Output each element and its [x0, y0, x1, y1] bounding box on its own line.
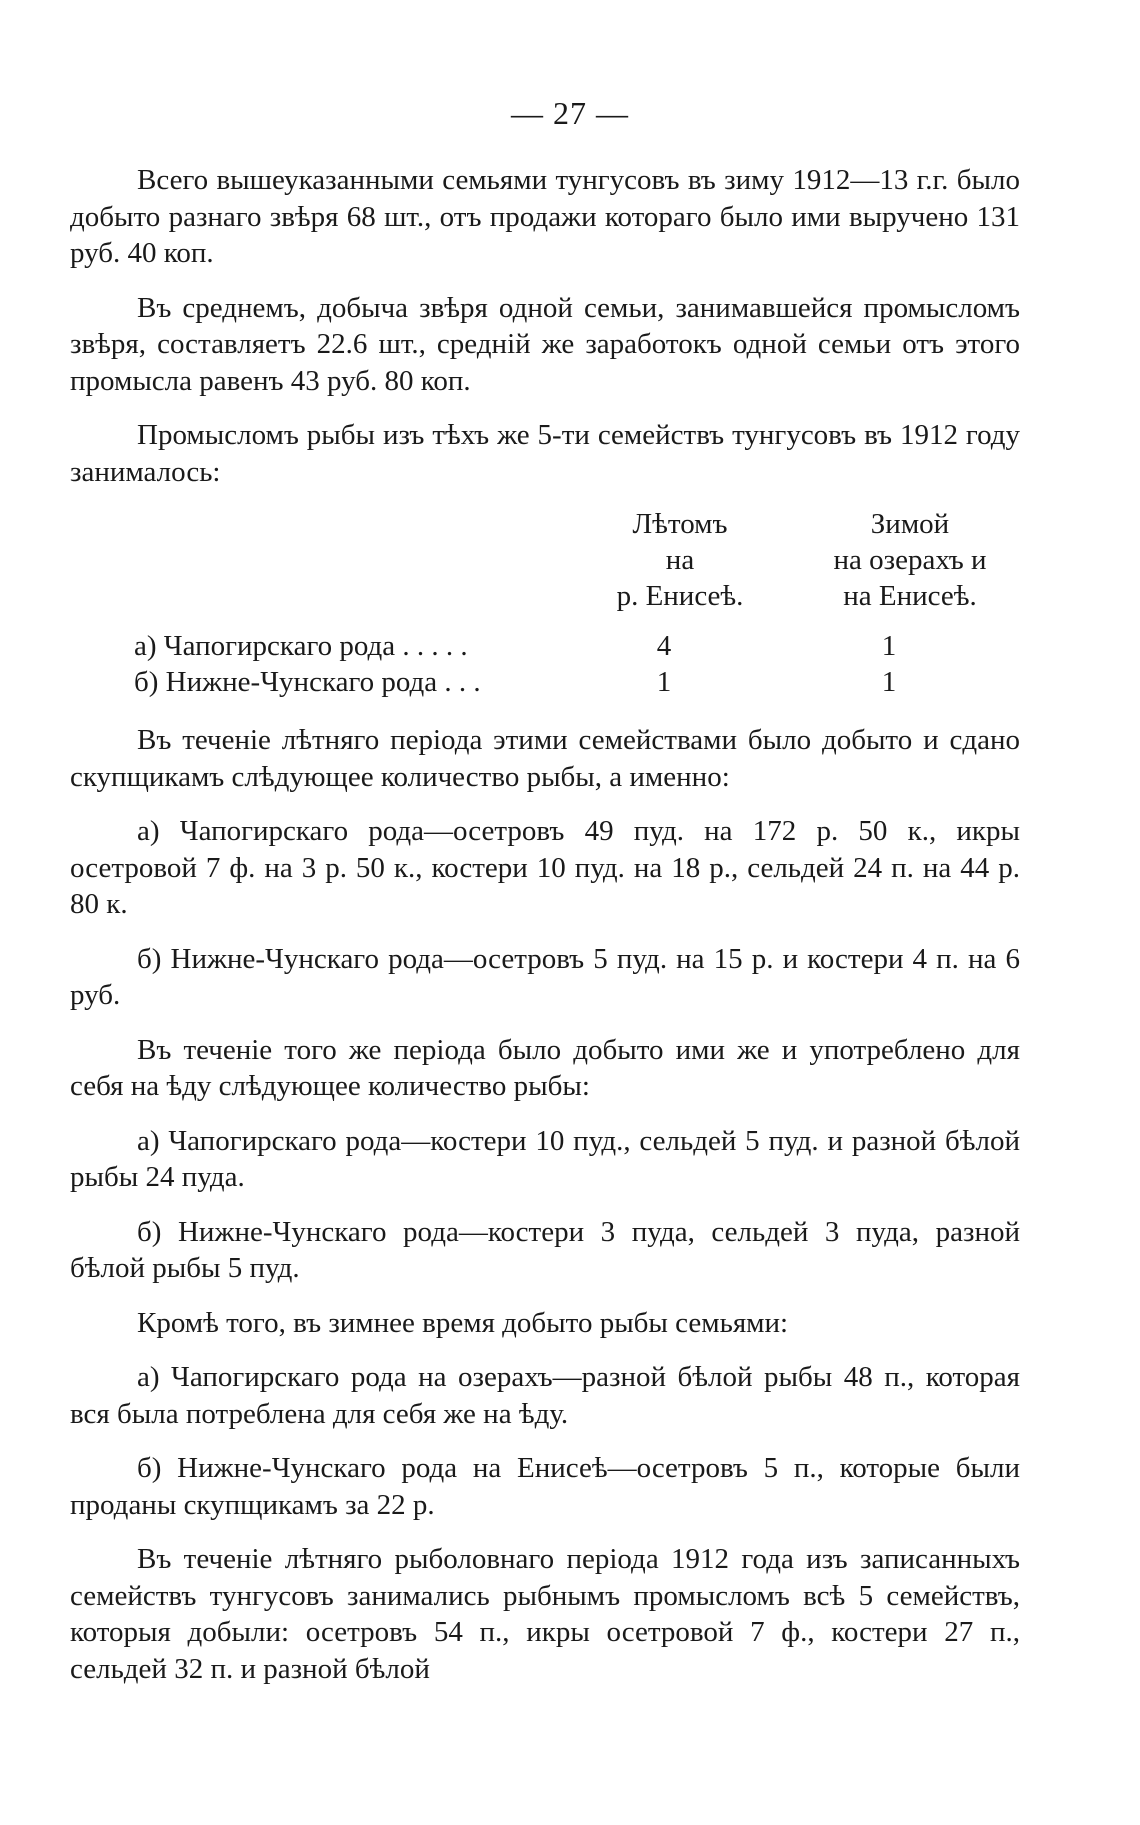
- row-label: б) Нижне-Чунскаго рода . . .: [134, 666, 481, 698]
- page-number: — 27 —: [511, 95, 629, 131]
- row-label: а) Чапогирскаго рода . . . . .: [134, 630, 468, 662]
- list-item: б) Нижне-Чунскаго рода—костери 3 пуда, сельдей 3 пуда, разной бѣлой рыбы 5 пуд.: [70, 1215, 1020, 1284]
- list-item: а) Чапогирскаго рода на озерахъ—разной бѣлой рыбы 48 п., которая вся была потреблена для себя же на ѣду.: [70, 1361, 1020, 1430]
- list-item: б) Нижне-Чунскаго рода на Енисеѣ—осетровъ 5 п., которые были проданы скупщикамъ за 22 р.: [70, 1452, 1020, 1521]
- summer-value: 4: [656, 630, 672, 662]
- header-line: на Енисеѣ.: [843, 580, 977, 612]
- paragraph: Кромѣ того, въ зимнее время добыто рыбы семьями:: [137, 1306, 789, 1339]
- header-line: Лѣтомъ: [632, 508, 728, 540]
- paragraph: Въ теченiе того же перiода было добыто ими же и употреблено для себя на ѣду слѣдующее количество рыбы:: [70, 1033, 1020, 1102]
- list-item: а) Чапогирскаго рода—осетровъ 49 пуд. на 172 р. 50 к., икры осетровой 7 ф. на 3 р. 50 к., костери 10 пуд. на 18 р., сельдей 24 п. на 44 р. 80 к.: [70, 815, 1020, 920]
- column-header-summer: [580, 506, 780, 614]
- list-item: б) Нижне-Чунскаго рода—осетровъ 5 пуд. на 15 р. и костери 4 п. на 6 руб.: [70, 942, 1020, 1011]
- winter-value: 1: [881, 630, 897, 662]
- header-line: на озерахъ и: [833, 544, 987, 576]
- header-line: Зимой: [870, 508, 950, 540]
- paragraph: Промысломъ рыбы изъ тѣхъ же 5-ти семействъ тунгусовъ въ 1912 году занималось:: [70, 419, 1020, 488]
- column-header-winter: [800, 506, 1020, 614]
- page-body: [70, 162, 1020, 1705]
- paragraph: Всего вышеуказанными семьями тунгусовъ въ зиму 1912—13 г.г. было добыто разнаго звѣря 68 шт., отъ продажи котораго было ими выручено 131 руб. 40 коп.: [70, 164, 1020, 269]
- paragraph: Въ среднемъ, добыча звѣря одной семьи, занимавшейся промысломъ звѣря, составляетъ 22.6 шт., среднiй же заработокъ одной семьи отъ этого промысла равенъ 43 руб. 80 коп.: [70, 291, 1020, 397]
- paragraph: Въ теченiе лѣтняго перiода этими семействами было добыто и сдано скупщикамъ слѣдующее количество рыбы, а именно:: [70, 724, 1020, 793]
- fishing-table: [70, 506, 1020, 706]
- summer-value: 1: [656, 666, 672, 698]
- paragraph: Въ теченiе лѣтняго рыболовнаго перiода 1912 года изъ записанныхъ семействъ тунгусовъ занимались рыбнымъ промысломъ всѣ 5 семействъ, которыя добыли: осетровъ 54 п., икры осетровой 7 ф., костери 27 п., сельдей 32 п. и разной бѣлой: [70, 1543, 1020, 1685]
- list-item: а) Чапогирскаго рода—костери 10 пуд., сельдей 5 пуд. и разной бѣлой рыбы 24 пуда.: [70, 1124, 1020, 1193]
- header-line: р. Енисеѣ.: [616, 580, 744, 612]
- winter-value: 1: [881, 666, 897, 698]
- header-line: на: [665, 544, 695, 576]
